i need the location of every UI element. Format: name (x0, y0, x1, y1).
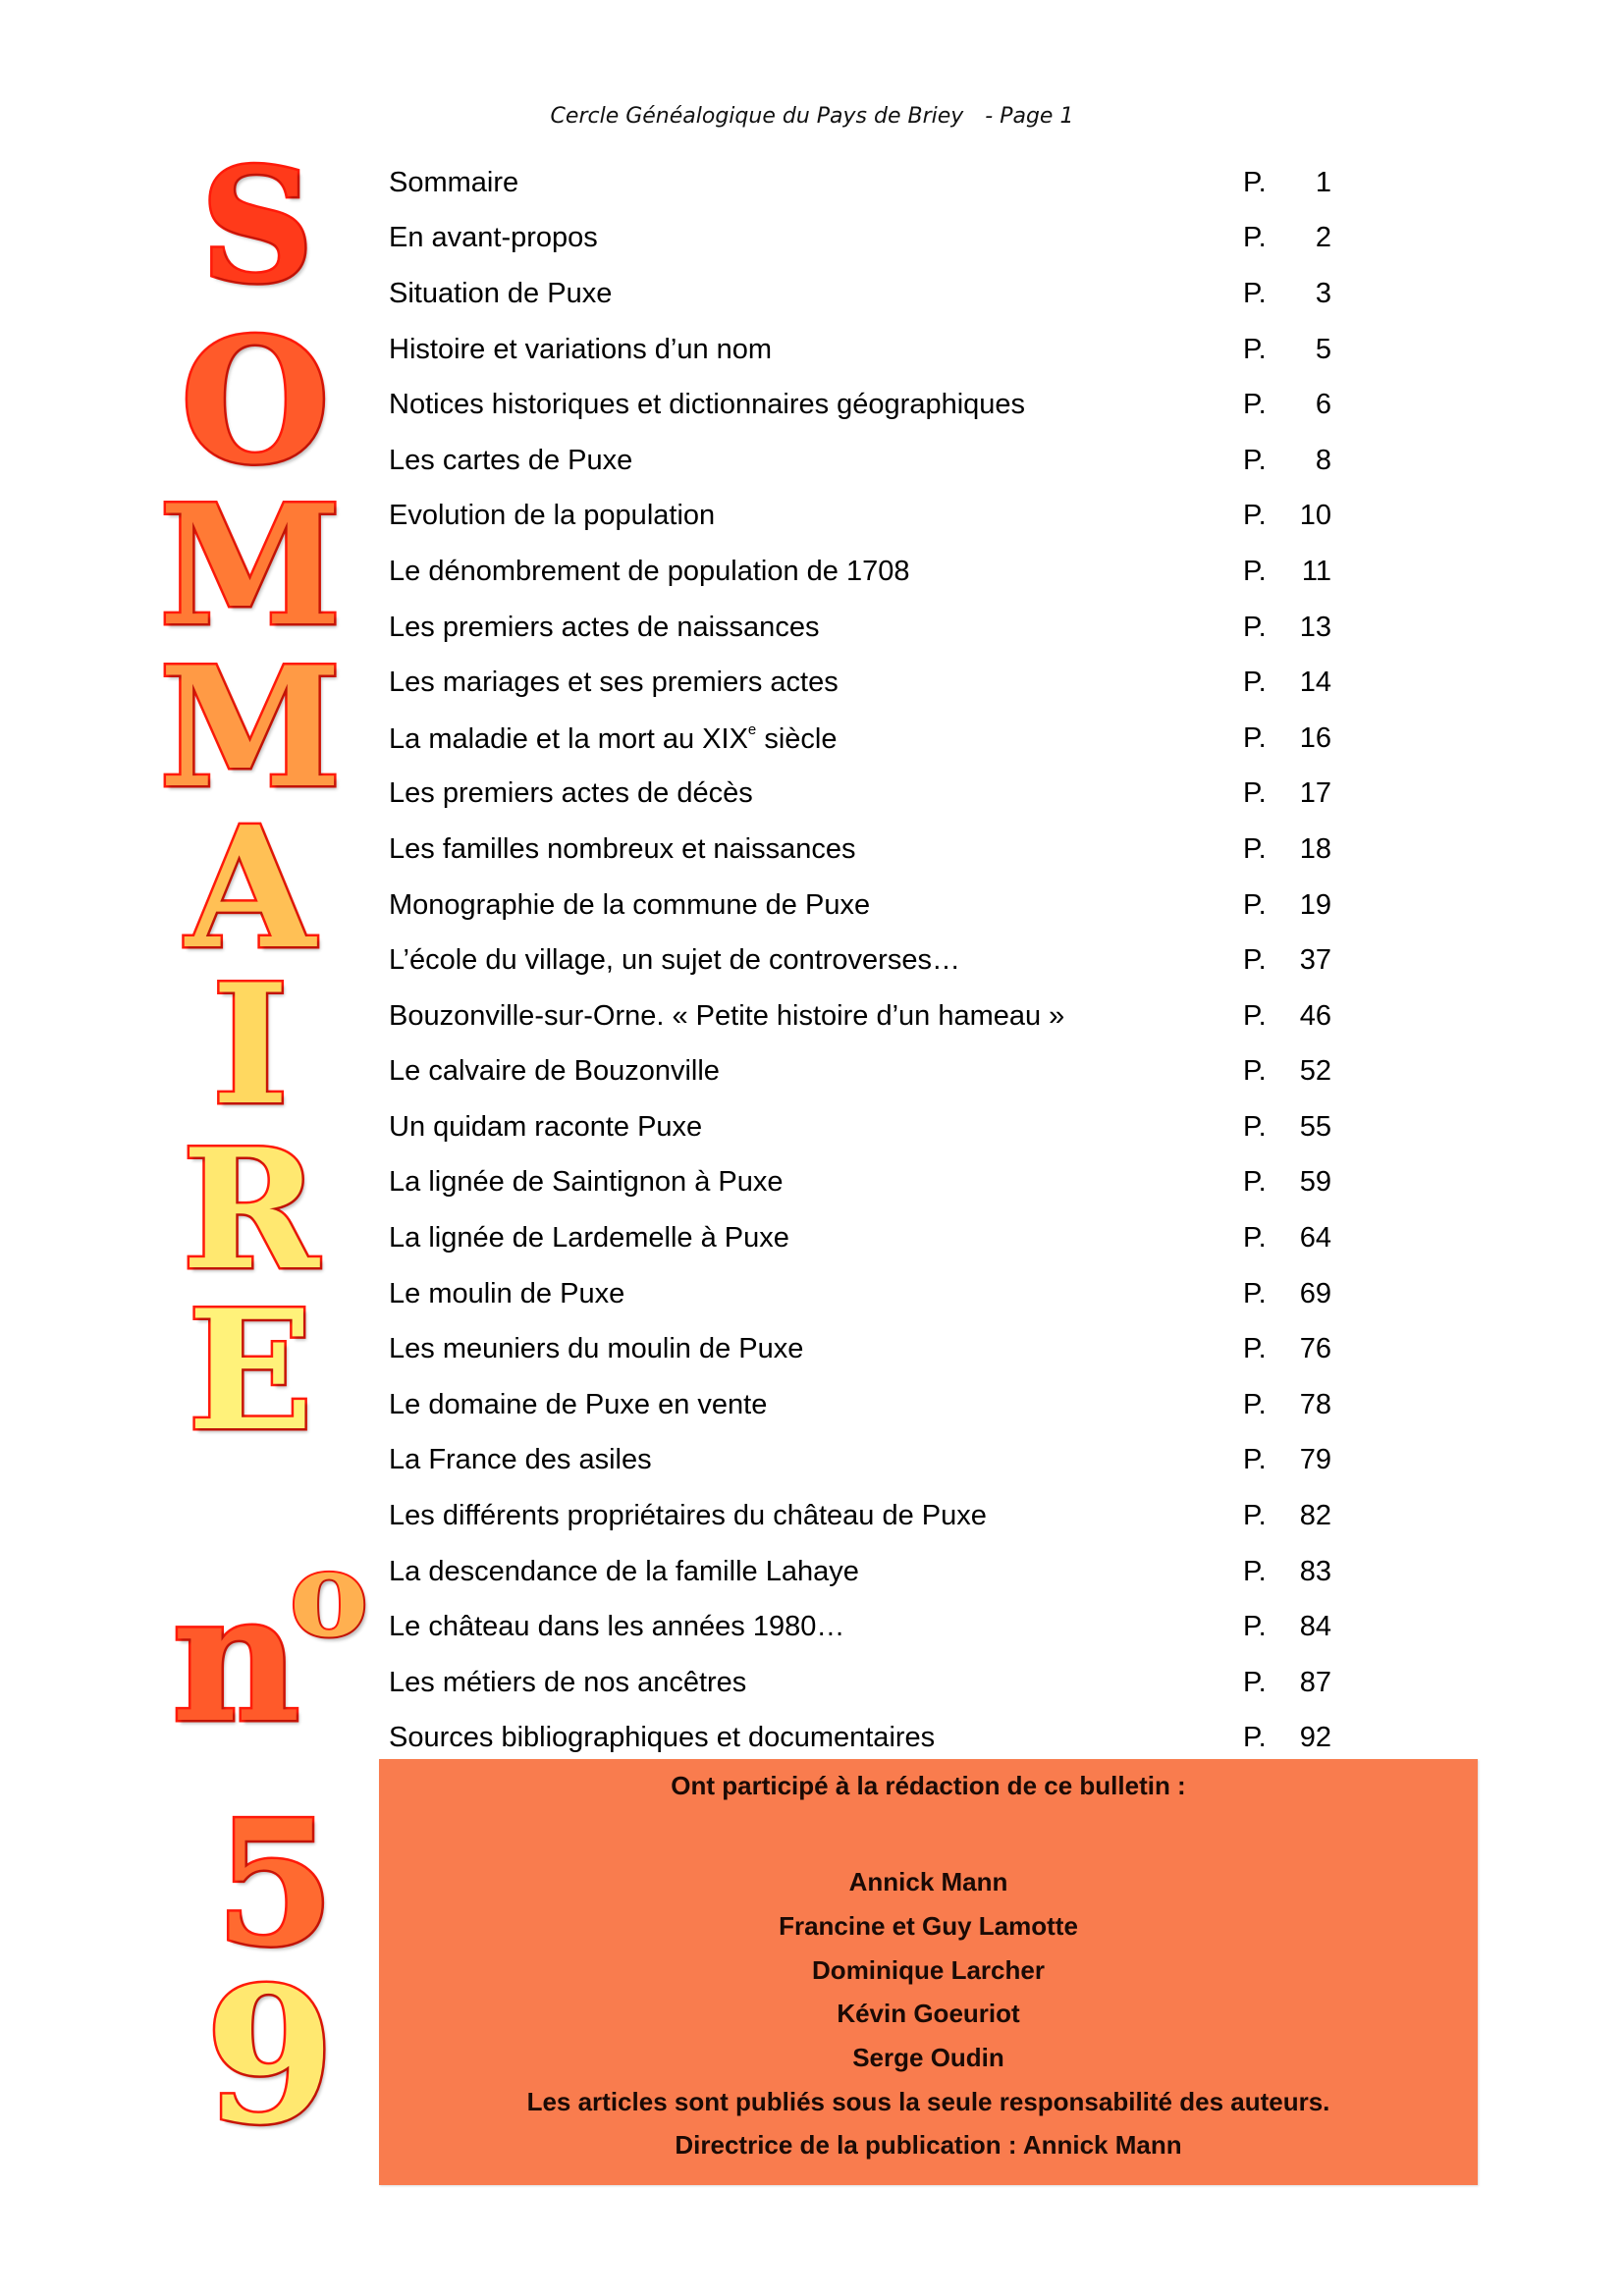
toc-entry-title: En avant-propos (389, 222, 598, 254)
toc-page-number: 8 (1315, 444, 1331, 476)
toc-page-prefix: P. (1243, 832, 1267, 865)
toc-entry-title: Le domaine de Puxe en vente (389, 1388, 768, 1420)
credits-box (379, 1759, 1478, 2185)
toc-page-number: 13 (1299, 611, 1331, 643)
toc-page-number: 46 (1299, 999, 1331, 1032)
toc-page-prefix: P. (1243, 1500, 1267, 1532)
toc-page-number: 18 (1299, 832, 1331, 865)
toc-page-prefix: P. (1243, 1666, 1267, 1698)
toc-entry[interactable] (389, 1544, 1341, 1600)
title-letter-o: O (180, 301, 331, 503)
toc-page-prefix: P. (1243, 389, 1267, 421)
toc-page-number: 11 (1301, 555, 1331, 587)
title-letter-a: A (186, 790, 315, 987)
toc-entry-title: Sources bibliographiques et documentaires (389, 1722, 936, 1754)
credits-disclaimer: Les articles sont publiés sous la seule responsabilité des auteurs. (526, 2087, 1330, 2116)
title-letter-i: I (211, 947, 290, 1142)
toc-entry[interactable] (389, 600, 1341, 656)
toc-entry[interactable] (389, 655, 1341, 711)
toc-page-prefix: P. (1243, 667, 1267, 699)
toc-page-number: 92 (1299, 1722, 1331, 1754)
toc-page-number: 17 (1299, 777, 1331, 810)
page-number: - Page 1 (985, 104, 1074, 129)
toc-page-number: 82 (1299, 1500, 1331, 1532)
toc-page-number: 19 (1299, 888, 1331, 921)
toc-page-number: 59 (1299, 1166, 1331, 1199)
toc-entry[interactable] (389, 767, 1341, 823)
toc-page-prefix: P. (1243, 721, 1267, 754)
toc-page-number: 69 (1299, 1277, 1331, 1309)
toc-entry-title: Le calvaire de Bouzonville (389, 1055, 720, 1088)
toc-page-prefix: P. (1243, 166, 1267, 198)
toc-entry[interactable] (389, 1321, 1341, 1377)
toc-entry[interactable] (389, 711, 1341, 767)
toc-entry[interactable] (389, 933, 1341, 988)
contributor-name: Annick Mann (848, 1867, 1008, 1896)
toc-page-number: 37 (1299, 944, 1331, 977)
toc-entry[interactable] (389, 988, 1341, 1044)
issue-degree-sign: o (289, 1525, 369, 1664)
toc-page-prefix: P. (1243, 1722, 1267, 1754)
toc-page-prefix: P. (1243, 611, 1267, 643)
toc-page-prefix: P. (1243, 1110, 1267, 1143)
toc-entry-title: Sommaire (389, 166, 519, 198)
toc-entry-title: Monographie de la commune de Puxe (389, 888, 871, 921)
toc-page-number: 78 (1299, 1388, 1331, 1420)
toc-entry-title: Bouzonville-sur-Orne. « Petite histoire d’un hameau » (389, 999, 1065, 1032)
toc-page-number: 52 (1299, 1055, 1331, 1088)
toc-entry-title: Les premiers actes de décès (389, 777, 753, 810)
toc-entry-title: La France des asiles (389, 1444, 652, 1476)
issue-digit-5: 5 (215, 1784, 335, 1985)
toc-page-prefix: P. (1243, 444, 1267, 476)
toc-entry-title: Situation de Puxe (389, 277, 613, 309)
toc-page-prefix: P. (1243, 277, 1267, 309)
toc-page-number: 16 (1299, 721, 1331, 754)
toc-page-prefix: P. (1243, 1388, 1267, 1420)
toc-entry[interactable] (389, 544, 1341, 600)
toc-entry[interactable] (389, 1488, 1341, 1544)
toc-entry-title: Les familles nombreux et naissances (389, 832, 856, 865)
toc-entry[interactable] (389, 1266, 1341, 1322)
toc-entry-title-main: La maladie et la mort au XIX (389, 722, 748, 755)
publication-title: Cercle Généalogique du Pays de Briey (550, 104, 964, 129)
toc-entry-title: Les métiers de nos ancêtres (389, 1666, 747, 1698)
toc-page-prefix: P. (1243, 500, 1267, 532)
toc-entry-title: La lignée de Saintignon à Puxe (389, 1166, 784, 1199)
toc-entry-title: Les cartes de Puxe (389, 444, 633, 476)
toc-entry[interactable] (389, 1655, 1341, 1711)
toc-page-number: 3 (1315, 277, 1331, 309)
toc-entry[interactable] (389, 1099, 1341, 1155)
toc-entry-title: Un quidam raconte Puxe (389, 1110, 703, 1143)
toc-entry[interactable] (389, 822, 1341, 878)
title-letter-m: M (159, 630, 342, 825)
toc-page-prefix: P. (1243, 999, 1267, 1032)
toc-entry[interactable] (389, 1210, 1341, 1266)
title-letter-s: S (200, 133, 314, 318)
toc-page-number: 6 (1315, 389, 1331, 421)
contributor-name: Serge Oudin (852, 2043, 1004, 2072)
toc-entry-title: Le moulin de Puxe (389, 1277, 625, 1309)
title-letter-r: R (182, 1112, 319, 1307)
toc-page-prefix: P. (1243, 1222, 1267, 1255)
toc-page-prefix: P. (1243, 888, 1267, 921)
publication-director: Directrice de la publication : Annick Mann (675, 2130, 1182, 2160)
toc-entry-title: Le château dans les années 1980… (389, 1611, 845, 1643)
issue-digit-9: 9 (204, 1947, 336, 2165)
toc-entry-title: Notices historiques et dictionnaires géographiques (389, 389, 1026, 421)
toc-entry-title: La lignée de Lardemelle à Puxe (389, 1222, 789, 1255)
toc-entry-title: Histoire et variations d’un nom (389, 333, 773, 365)
table-of-contents (389, 155, 1341, 1766)
toc-entry[interactable] (389, 266, 1341, 322)
credits-heading: Ont participé à la rédaction de ce bulletin : (671, 1771, 1186, 1800)
issue-prefix-n: n (172, 1555, 300, 1762)
toc-entry[interactable] (389, 211, 1341, 267)
contributor-name: Kévin Goeuriot (837, 1999, 1020, 2028)
toc-entry-title: Les premiers actes de naissances (389, 611, 820, 643)
toc-entry[interactable] (389, 377, 1341, 433)
toc-entry[interactable] (389, 322, 1341, 378)
toc-entry-title: Les meuniers du moulin de Puxe (389, 1333, 804, 1365)
toc-page-number: 87 (1299, 1666, 1331, 1698)
toc-page-prefix: P. (1243, 1333, 1267, 1365)
toc-page-number: 2 (1315, 222, 1331, 254)
toc-entry[interactable] (389, 1377, 1341, 1433)
toc-page-prefix: P. (1243, 222, 1267, 254)
toc-entry-title: Evolution de la population (389, 500, 716, 532)
contributor-name: Dominique Larcher (812, 1955, 1045, 1985)
toc-entry[interactable] (389, 878, 1341, 934)
toc-page-number: 84 (1299, 1611, 1331, 1643)
contributor-name: Francine et Guy Lamotte (779, 1911, 1078, 1941)
toc-entry-title: Les mariages et ses premiers actes (389, 667, 839, 699)
toc-entry[interactable] (389, 1044, 1341, 1100)
toc-page-prefix: P. (1243, 1166, 1267, 1199)
toc-page-prefix: P. (1243, 1555, 1267, 1587)
toc-entry-title: Les différents propriétaires du château de Puxe (389, 1500, 987, 1532)
toc-page-number: 79 (1299, 1444, 1331, 1476)
toc-entry-title (389, 721, 1341, 756)
toc-page-number: 76 (1299, 1333, 1331, 1365)
toc-entry[interactable] (389, 1599, 1341, 1655)
toc-entry[interactable] (389, 1155, 1341, 1211)
toc-entry-title: Le dénombrement de population de 1708 (389, 555, 910, 587)
toc-entry[interactable] (389, 433, 1341, 489)
toc-page-number: 55 (1299, 1110, 1331, 1143)
toc-page-prefix: P. (1243, 777, 1267, 810)
toc-page-prefix: P. (1243, 1611, 1267, 1643)
toc-page-prefix: P. (1243, 1055, 1267, 1088)
toc-entry-title-rest: siècle (756, 722, 838, 755)
toc-entry-title: La descendance de la famille Lahaye (389, 1555, 859, 1587)
ordinal-superscript: e (747, 721, 757, 738)
vertical-title (0, 0, 373, 2296)
toc-entry[interactable] (389, 489, 1341, 545)
toc-entry-title: L’école du village, un sujet de controverses… (389, 944, 960, 977)
title-letter-m: M (159, 468, 342, 663)
toc-page-prefix: P. (1243, 944, 1267, 977)
toc-page-number: 64 (1299, 1222, 1331, 1255)
toc-page-prefix: P. (1243, 555, 1267, 587)
toc-entry[interactable] (389, 1711, 1341, 1767)
toc-page-prefix: P. (1243, 1277, 1267, 1309)
toc-page-prefix: P. (1243, 333, 1267, 365)
toc-page-prefix: P. (1243, 1444, 1267, 1476)
toc-page-number: 10 (1299, 500, 1331, 532)
toc-page-number: 14 (1299, 667, 1331, 699)
toc-page-number: 1 (1315, 166, 1331, 198)
toc-page-number: 83 (1299, 1555, 1331, 1587)
title-letter-e: E (187, 1273, 314, 1468)
toc-entry[interactable] (389, 1433, 1341, 1489)
toc-entry[interactable] (389, 155, 1341, 211)
toc-page-number: 5 (1315, 333, 1331, 365)
